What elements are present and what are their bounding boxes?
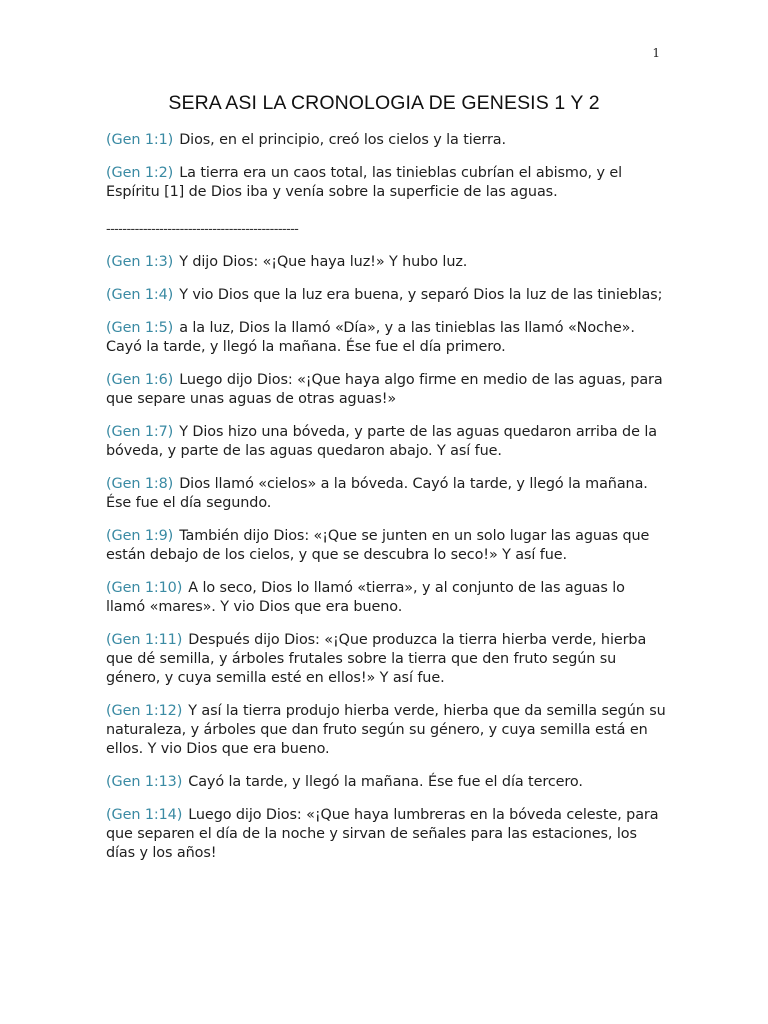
verse-text: A lo seco, Dios lo llamó «tierra», y al conjunto de las aguas lo llamó «mares». Y vio Dios que era bueno. [106, 580, 625, 615]
verse-gen-1-11 [106, 631, 666, 688]
verse-reference: (Gen 1:3) [106, 254, 174, 270]
verse-gen-1-10 [106, 579, 666, 617]
verse-text: Después dijo Dios: «¡Que produzca la tierra hierba verde, hierba que dé semilla, y árboles frutales sobre la tierra que den fruto según su género, y cuya semilla esté en ellos!» Y así fue. [106, 632, 647, 686]
verse-text: Luego dijo Dios: «¡Que haya algo firme en medio de las aguas, para que separe unas aguas de otras aguas!» [106, 372, 663, 407]
verse-text: Luego dijo Dios: «¡Que haya lumbreras en la bóveda celeste, para que separen el día de la noche y sirvan de señales para las estaciones, los días y los años! [106, 807, 659, 861]
verse-gen-1-1 [106, 131, 666, 150]
verse-gen-1-12 [106, 702, 666, 759]
verse-gen-1-6 [106, 371, 666, 409]
verse-reference: (Gen 1:8) [106, 476, 174, 492]
verse-reference: (Gen 1:5) [106, 320, 174, 336]
verse-reference: (Gen 1:11) [106, 632, 183, 648]
verse-list [106, 131, 666, 877]
verse-text: También dijo Dios: «¡Que se junten en un solo lugar las aguas que están debajo de los cielos, y que se descubra lo seco!» Y así fue. [106, 528, 650, 563]
verse-gen-1-2 [106, 164, 666, 202]
verse-gen-1-9 [106, 527, 666, 565]
verse-text: Cayó la tarde, y llegó la mañana. Ése fue el día tercero. [188, 774, 583, 790]
verse-reference: (Gen 1:9) [106, 528, 174, 544]
document-title: SERA ASI LA CRONOLOGIA DE GENESIS 1 Y 2 [168, 92, 600, 114]
verse-reference: (Gen 1:12) [106, 703, 183, 719]
verse-reference: (Gen 1:14) [106, 807, 183, 823]
verse-gen-1-3 [106, 253, 666, 272]
verse-text: Y Dios hizo una bóveda, y parte de las aguas quedaron arriba de la bóveda, y parte de las aguas quedaron abajo. Y así fue. [106, 424, 657, 459]
verse-reference: (Gen 1:7) [106, 424, 174, 440]
verse-reference: (Gen 1:4) [106, 287, 174, 303]
verse-reference: (Gen 1:1) [106, 132, 174, 148]
verse-text: Dios llamó «cielos» a la bóveda. Cayó la tarde, y llegó la mañana. Ése fue el día segundo. [106, 476, 648, 511]
verse-gen-1-4 [106, 286, 666, 305]
section-divider: ----------------------------------------------- [106, 222, 299, 237]
verse-text: Y dijo Dios: «¡Que haya luz!» Y hubo luz. [179, 254, 468, 270]
page-number: 1 [652, 46, 660, 60]
verse-gen-1-13 [106, 773, 666, 792]
verse-reference: (Gen 1:2) [106, 165, 174, 181]
verse-gen-1-7 [106, 423, 666, 461]
verse-text: Y vio Dios que la luz era buena, y separó Dios la luz de las tinieblas; [179, 287, 663, 303]
verse-text: a la luz, Dios la llamó «Día», y a las tinieblas las llamó «Noche». Cayó la tarde, y llegó la mañana. Ése fue el día primero. [106, 320, 635, 355]
verse-text: Dios, en el principio, creó los cielos y la tierra. [179, 132, 506, 148]
verse-text: La tierra era un caos total, las tinieblas cubrían el abismo, y el Espíritu [1] de Dios iba y venía sobre la superficie de las aguas. [106, 165, 623, 200]
verse-gen-1-8 [106, 475, 666, 513]
verse-gen-1-5 [106, 319, 666, 357]
verse-reference: (Gen 1:10) [106, 580, 183, 596]
verse-reference: (Gen 1:13) [106, 774, 183, 790]
verse-reference: (Gen 1:6) [106, 372, 174, 388]
verse-gen-1-14 [106, 806, 666, 863]
verse-text: Y así la tierra produjo hierba verde, hierba que da semilla según su naturaleza, y árboles que dan fruto según su género, y cuya semilla está en ellos. Y vio Dios que era bueno. [106, 703, 666, 757]
